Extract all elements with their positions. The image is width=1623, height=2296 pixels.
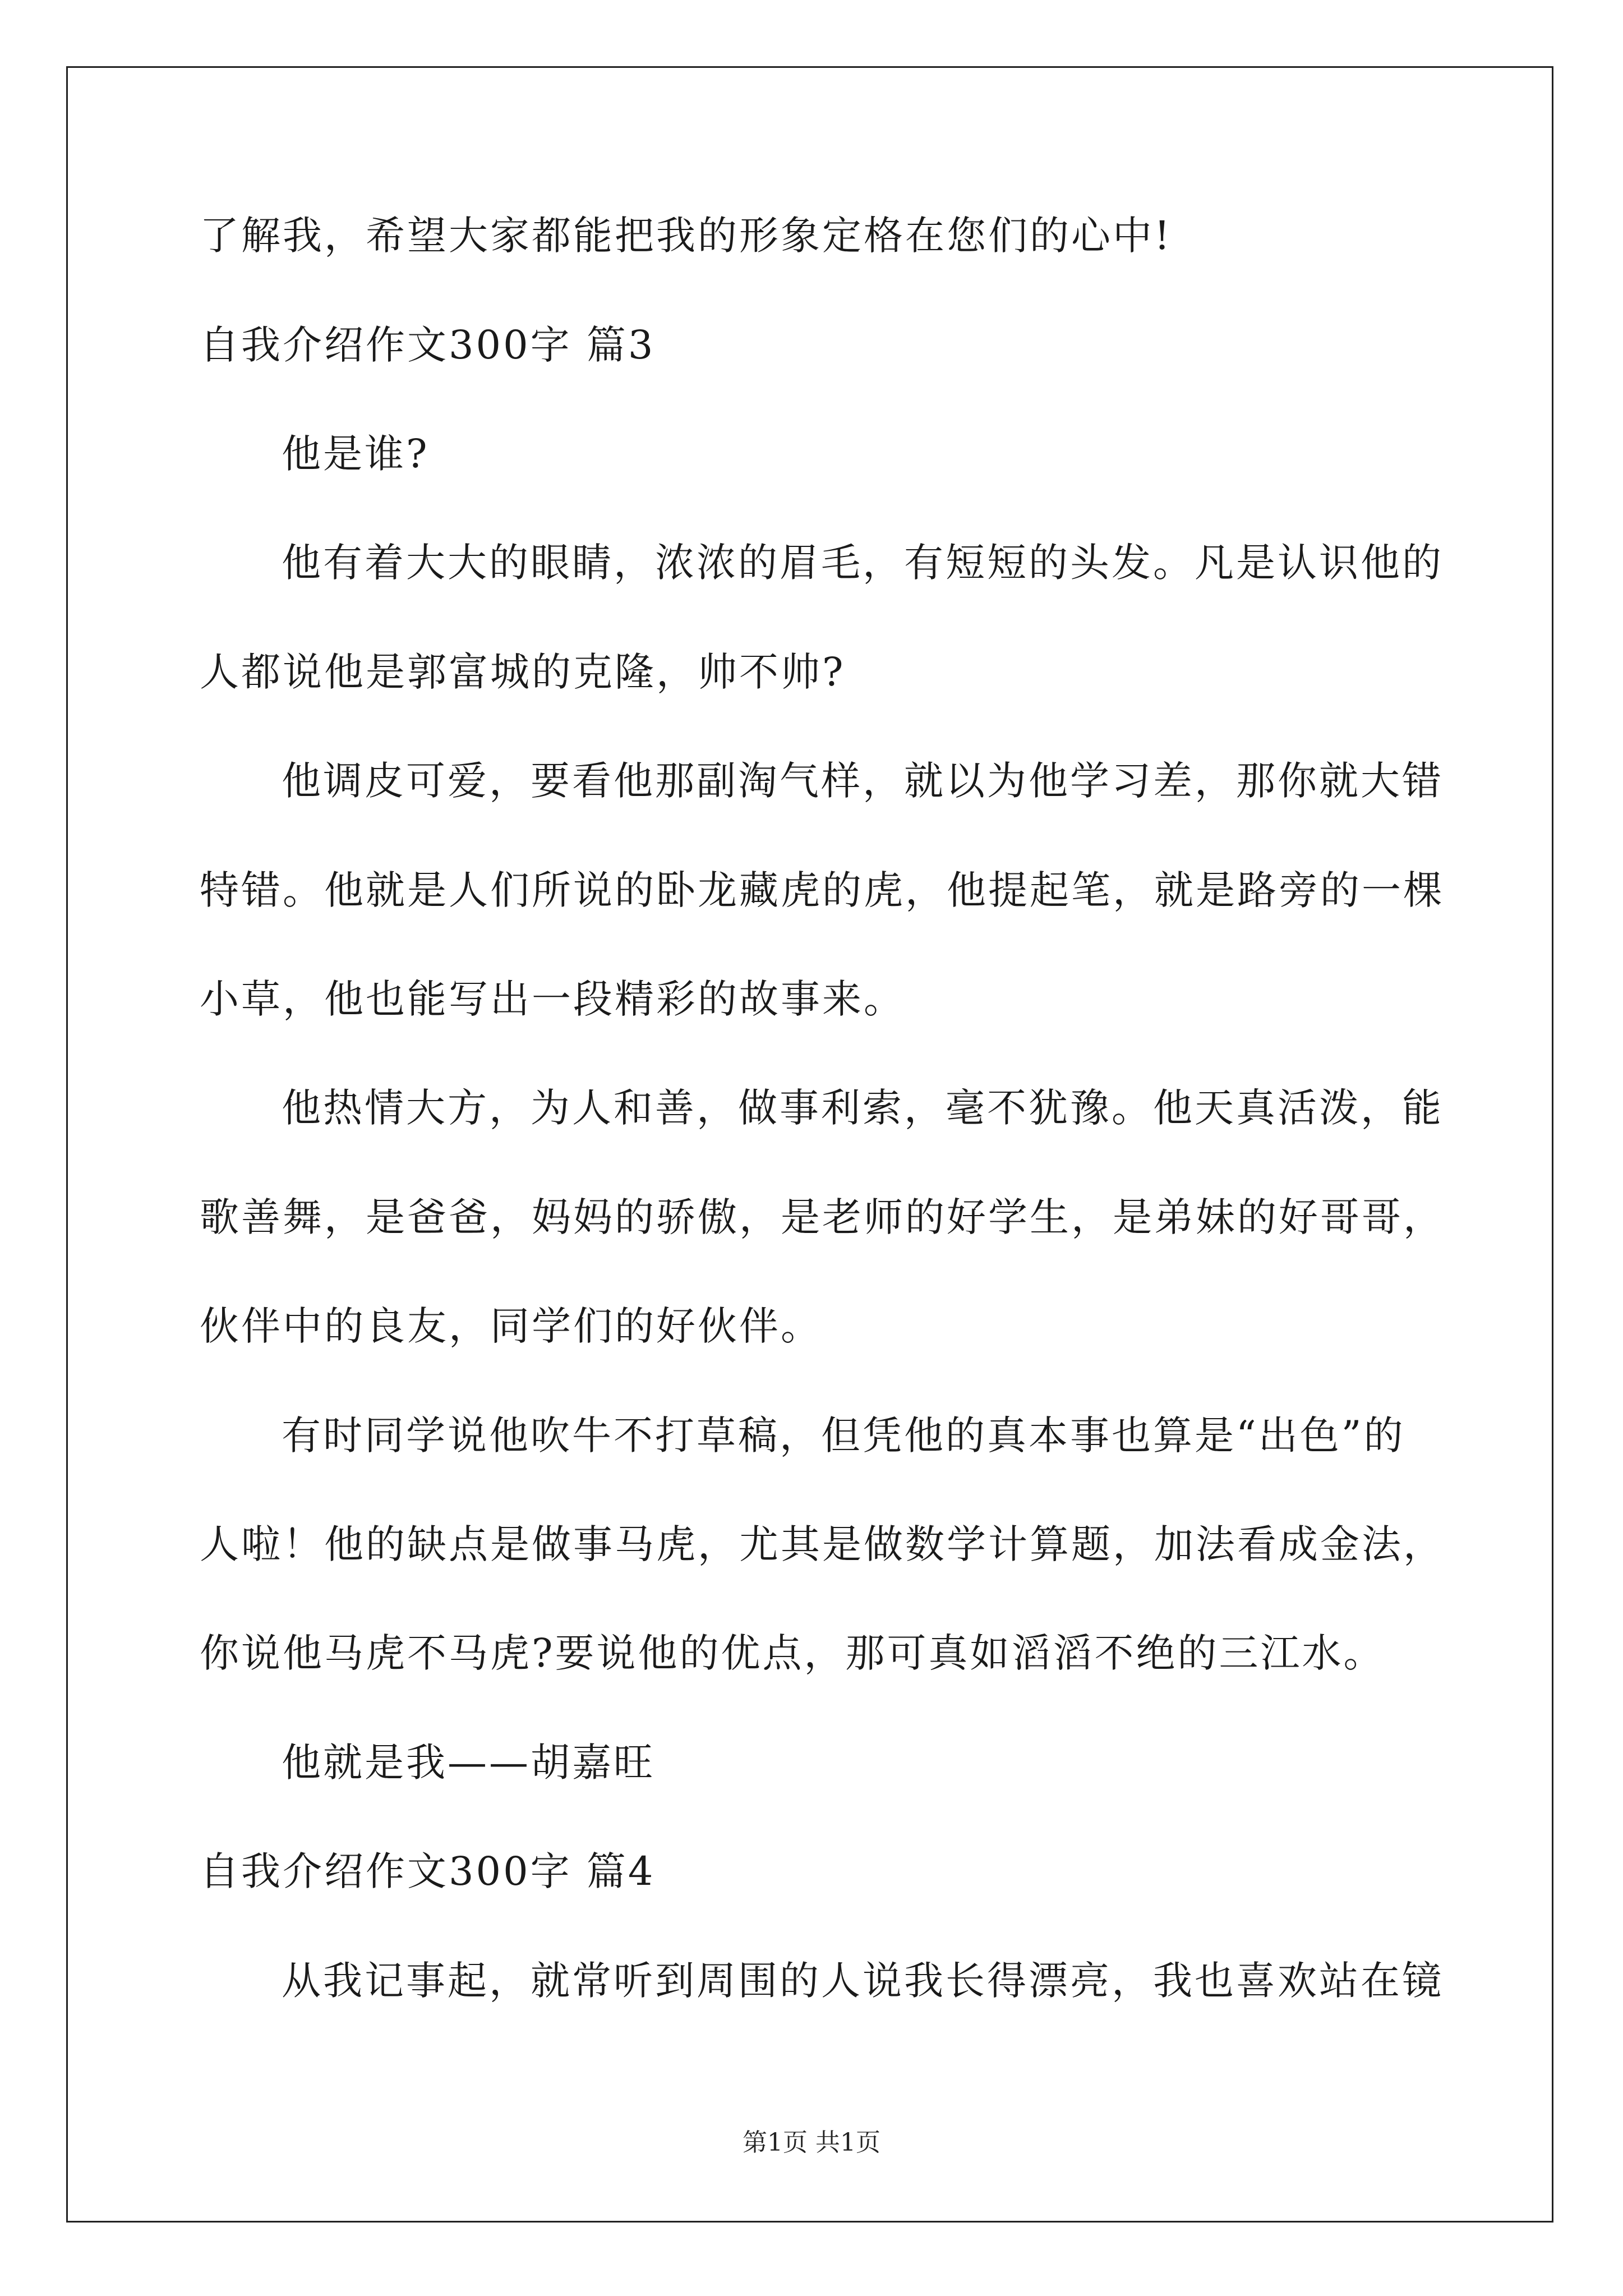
- paragraph-line: 人都说他是郭富城的克隆，帅不帅?: [200, 649, 846, 695]
- section-heading: 自我介绍作文300字 篇3: [200, 322, 656, 368]
- paragraph-line: 他调皮可爱，要看他那副淘气样，就以为他学习差，那你就大错: [282, 758, 1444, 804]
- paragraph-line: 歌善舞，是爸爸，妈妈的骄傲，是老师的好学生，是弟妹的好哥哥，: [200, 1194, 1445, 1240]
- paragraph-line: 他有着大大的眼睛，浓浓的眉毛，有短短的头发。凡是认识他的: [282, 540, 1444, 586]
- paragraph-line: 从我记事起，就常听到周围的人说我长得漂亮，我也喜欢站在镜: [282, 1958, 1444, 2004]
- page-footer: 第1页 共1页: [743, 2128, 880, 2157]
- text-line: 了解我，希望大家都能把我的形象定格在您们的心中!: [200, 213, 1173, 259]
- paragraph-line: 他是谁?: [282, 431, 430, 477]
- paragraph-line: 特错。他就是人们所说的卧龙藏虎的虎，他提起笔，就是路旁的一棵: [200, 867, 1445, 913]
- paragraph-line: 伙伴中的良友，同学们的好伙伴。: [200, 1303, 822, 1349]
- paragraph-line: 他热情大方，为人和善，做事利索，毫不犹豫。他天真活泼，能: [282, 1085, 1444, 1131]
- section-heading: 自我介绍作文300字 篇4: [200, 1848, 656, 1894]
- paragraph-line: 有时同学说他吹牛不打草稿，但凭他的真本事也算是“出色”的: [282, 1412, 1405, 1458]
- paragraph-line: 你说他马虎不马虎?要说他的优点，那可真如滔滔不绝的三江水。: [200, 1630, 1385, 1676]
- paragraph-line: 他就是我——胡嘉旺: [282, 1740, 655, 1786]
- paragraph-line: 人啦！他的缺点是做事马虎，尤其是做数学计算题，加法看成金法，: [200, 1521, 1445, 1567]
- paragraph-line: 小草，他也能写出一段精彩的故事来。: [200, 976, 905, 1022]
- page-border: [66, 66, 1553, 2223]
